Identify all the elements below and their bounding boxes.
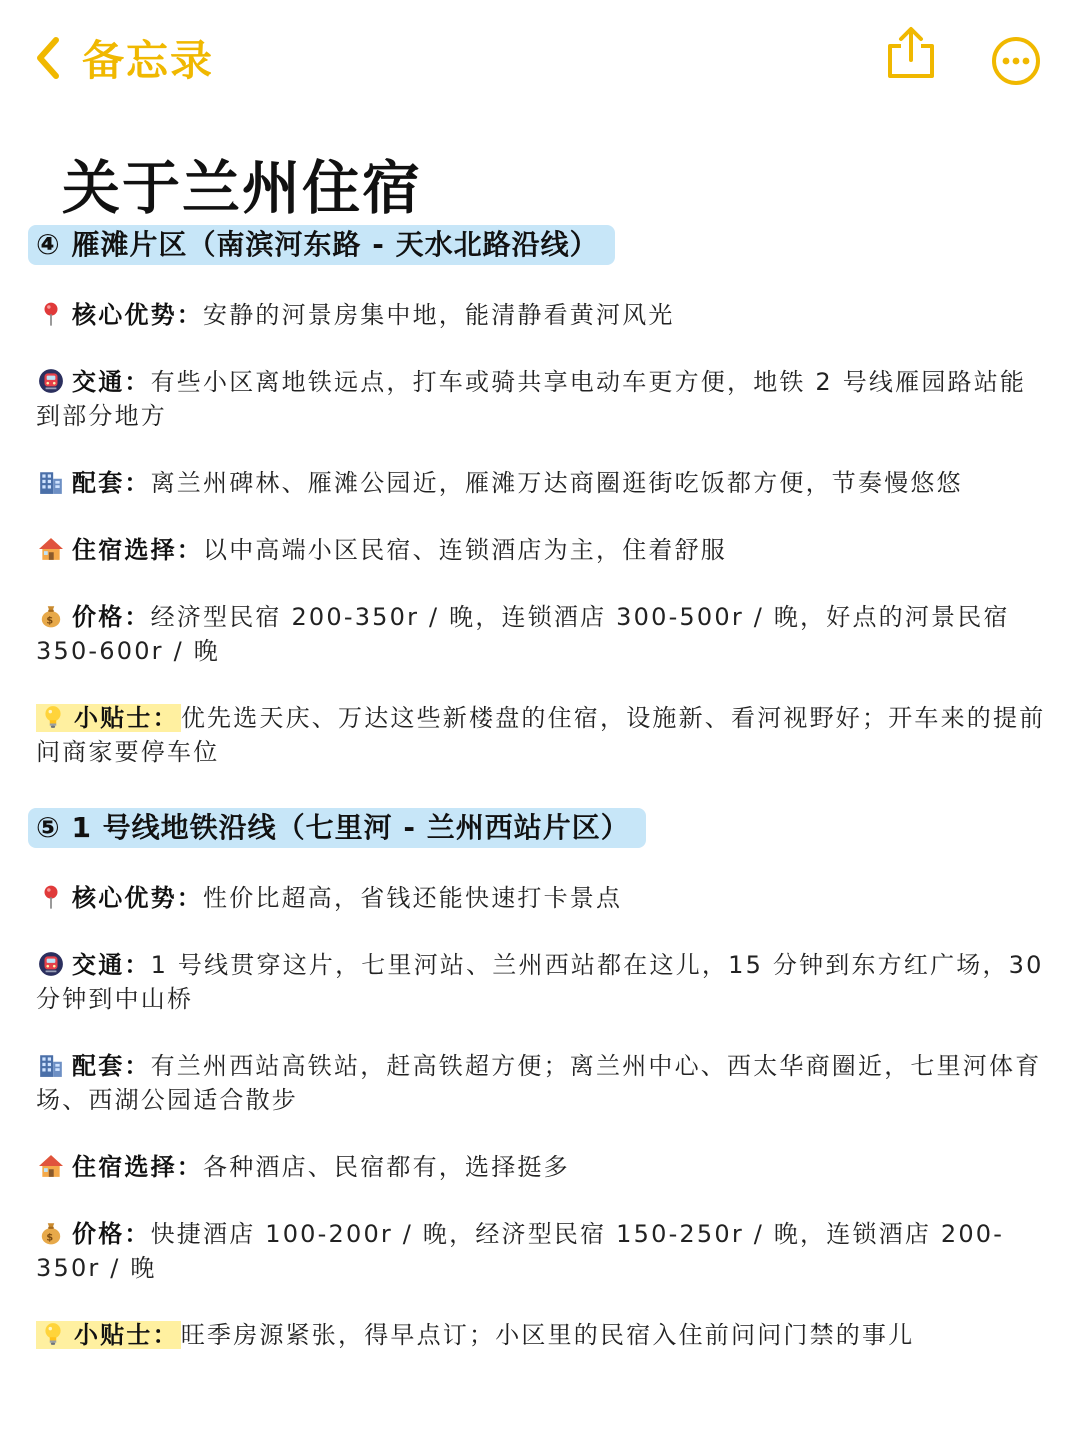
- money-bag-icon: [36, 603, 66, 629]
- item-text: 1 号线贯穿这片，七里河站、兰州西站都在这儿，15 分钟到东方红广场，30 分钟到中山桥: [36, 951, 1044, 1013]
- share-icon[interactable]: [884, 24, 938, 82]
- item-text: 优先选天庆、万达这些新楼盘的住宿，设施新、看河视野好；开车来的提前问商家要停车位: [36, 704, 1046, 766]
- building-icon: [36, 1052, 66, 1078]
- back-label: 备忘录: [82, 36, 215, 85]
- pin-icon: [36, 301, 66, 327]
- section-heading: ⑤ 1 号线地铁沿线（七里河 - 兰州西站片区）: [28, 808, 646, 848]
- train-icon: [36, 951, 66, 977]
- item-label: 交通：: [72, 951, 151, 979]
- top-navigation-bar: [0, 0, 1080, 115]
- money-bag-icon: [36, 1220, 66, 1246]
- list-item-core-advantage: [36, 881, 1048, 915]
- more-options-icon[interactable]: [990, 35, 1042, 87]
- list-item-accommodation: [36, 1150, 1048, 1184]
- item-label: 住宿选择：: [72, 1153, 203, 1181]
- list-item-transport: [36, 365, 1048, 433]
- section-heading: ④ 雁滩片区（南滨河东路 - 天水北路沿线）: [28, 225, 615, 265]
- item-text: 经济型民宿 200-350r / 晚，连锁酒店 300-500r / 晚，好点的河景民宿 350-600r / 晚: [36, 603, 1010, 665]
- item-label: 小贴士：: [74, 704, 179, 732]
- item-label: 配套：: [72, 1052, 151, 1080]
- list-item-price: [36, 1217, 1048, 1285]
- pin-icon: [36, 884, 66, 910]
- list-item-accommodation: [36, 533, 1048, 567]
- lightbulb-icon: [38, 1321, 68, 1347]
- item-text: 有些小区离地铁远点，打车或骑共享电动车更方便，地铁 2 号线雁园路站能到部分地方: [36, 368, 1027, 430]
- tip-label-highlight: [36, 1321, 181, 1349]
- list-item-price: [36, 600, 1048, 668]
- item-label: 核心优势：: [72, 884, 203, 912]
- tip-label-highlight: [36, 704, 181, 732]
- item-text: 以中高端小区民宿、连锁酒店为主，住着舒服: [203, 536, 727, 564]
- item-text: 性价比超高，省钱还能快速打卡景点: [203, 884, 623, 912]
- item-label: 配套：: [72, 469, 151, 497]
- item-text: 安静的河景房集中地，能清静看黄河风光: [203, 301, 675, 329]
- back-button[interactable]: [32, 30, 214, 86]
- item-text: 旺季房源紧张，得早点订；小区里的民宿入住前问问门禁的事儿: [180, 1321, 915, 1349]
- item-label: 价格：: [72, 1220, 151, 1248]
- item-text: 快捷酒店 100-200r / 晚，经济型民宿 150-250r / 晚，连锁酒店 200-350r / 晚: [36, 1220, 1005, 1282]
- list-item-facilities: [36, 466, 1048, 500]
- item-label: 核心优势：: [72, 301, 203, 329]
- list-item-facilities: [36, 1049, 1048, 1117]
- item-label: 交通：: [72, 368, 151, 396]
- note-title: 关于兰州住宿: [62, 154, 423, 222]
- list-item-transport: [36, 948, 1048, 1016]
- chevron-left-icon: [32, 34, 66, 82]
- house-icon: [36, 536, 66, 562]
- list-item-tip: [36, 1318, 1048, 1352]
- list-item-core-advantage: [36, 298, 1048, 332]
- house-icon: [36, 1153, 66, 1179]
- item-label: 小贴士：: [74, 1321, 179, 1349]
- item-label: 价格：: [72, 603, 151, 631]
- item-label: 住宿选择：: [72, 536, 203, 564]
- item-text: 有兰州西站高铁站，赶高铁超方便；离兰州中心、西太华商圈近，七里河体育场、西湖公园适合散步: [36, 1052, 1042, 1114]
- item-text: 各种酒店、民宿都有，选择挺多: [203, 1153, 570, 1181]
- train-icon: [36, 368, 66, 394]
- building-icon: [36, 469, 66, 495]
- lightbulb-icon: [38, 704, 68, 730]
- item-text: 离兰州碑林、雁滩公园近，雁滩万达商圈逛街吃饭都方便，节奏慢悠悠: [150, 469, 963, 497]
- list-item-tip: [36, 701, 1048, 769]
